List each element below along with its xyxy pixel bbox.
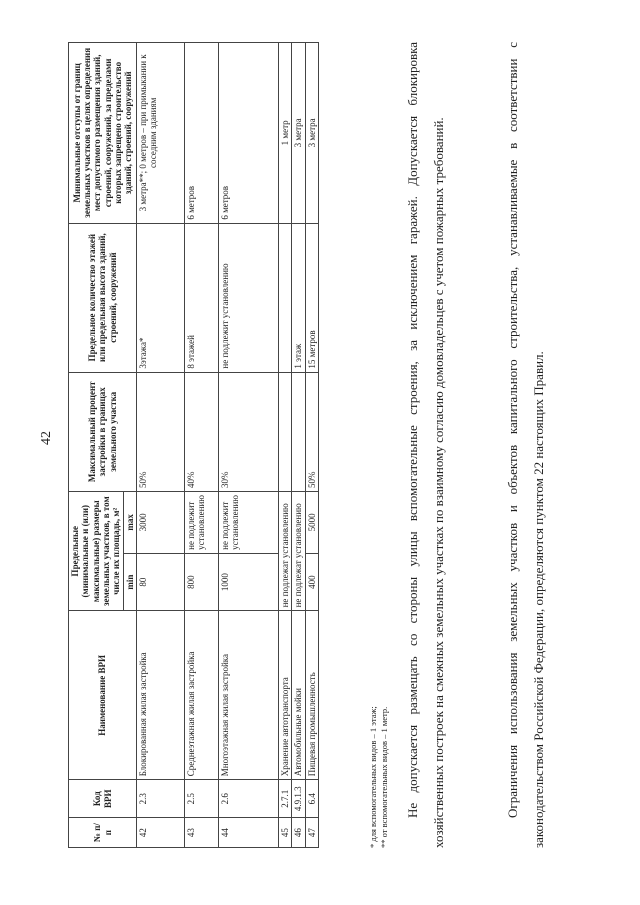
table-header-row (69, 43, 124, 848)
cell-merged: не подлежат установлению (292, 492, 305, 611)
note-2: ** от вспомогательных видов – 1 метр. (378, 706, 389, 848)
cell-code: 2.3 (137, 780, 185, 818)
cell-min: 800 (185, 553, 219, 611)
cell-num: 46 (292, 818, 305, 848)
cell-floors: 1 этаж (292, 223, 305, 372)
cell-percent (279, 372, 292, 491)
cell-floors (279, 223, 292, 372)
cell-floors: 3этажа* (137, 223, 185, 372)
header-min: min (123, 553, 136, 611)
cell-num: 42 (137, 818, 185, 848)
cell-name: Среднеэтажная жилая застройка (185, 611, 219, 780)
cell-max: не подлежит установлению (185, 492, 219, 554)
table-row (292, 43, 305, 848)
rotated-page-content (20, 28, 600, 878)
header-name: Наименование ВРИ (69, 611, 137, 780)
cell-name: Пищевая промышленность (305, 611, 318, 780)
table-row (305, 43, 318, 848)
page-number: 42 (39, 431, 54, 445)
cell-percent: 50% (305, 372, 318, 491)
cell-name: Блокированная жилая застройка (137, 611, 185, 780)
cell-num: 45 (279, 818, 292, 848)
table-notes (368, 42, 389, 848)
cell-percent: 30% (219, 372, 279, 491)
cell-num: 43 (185, 818, 219, 848)
cell-percent (292, 372, 305, 491)
cell-setback: 6 метров (185, 43, 219, 224)
cell-name: Автомобильные мойки (292, 611, 305, 780)
header-max: max (123, 492, 136, 554)
cell-percent: 50% (137, 372, 185, 491)
cell-min: 80 (137, 553, 185, 611)
cell-floors: не подлежит установлению (219, 223, 279, 372)
paragraph-garages: Не допускается размещать со стороны улицы вспомогательные строения, за исключением гаражей. Допускается блокировка хозяйственных построек на смежных земельных участках по взаимному согласию домовладельцев с учетом пожарных требований. (405, 42, 446, 848)
header-percent: Максимальный процент застройки в границах земельного участка (69, 372, 137, 491)
cell-num: 47 (305, 818, 318, 848)
header-setback: Минимальные отступы от границ земельных участков в целях определения мест допустимого размещения зданий, строений, сооружений, за пределами которых запрещено строительство зданий, строений, сооружений (69, 43, 137, 224)
header-num: № п/п (69, 818, 137, 848)
header-area: Предельные (минимальные и (или) максимальные) размеры земельных участков, в том числе их площадь, м² (69, 492, 124, 611)
cell-setback: 3 метра (292, 43, 305, 224)
table-row (279, 43, 292, 848)
cell-setback: 6 метров (219, 43, 279, 224)
header-floors: Предельное количество этажей или предельная высота зданий, строений, сооружений (69, 223, 137, 372)
table-row (185, 43, 219, 848)
cell-merged: не подлежат установлению (279, 492, 292, 611)
cell-min: 400 (305, 553, 318, 611)
cell-setback: 3 метра (305, 43, 318, 224)
cell-code: 2.6 (219, 780, 279, 818)
cell-code: 4.9.1.3 (292, 780, 305, 818)
table-row (137, 43, 185, 848)
cell-min: 1000 (219, 553, 279, 611)
cell-floors: 15 метров (305, 223, 318, 372)
vri-table (68, 42, 319, 848)
header-code: Код ВРИ (69, 780, 137, 818)
cell-floors: 8 этажей (185, 223, 219, 372)
cell-name: Хранение автотранспорта (279, 611, 292, 780)
cell-max: 5000 (305, 492, 318, 554)
cell-code: 6.4 (305, 780, 318, 818)
cell-max: не подлежит установлению (219, 492, 279, 554)
cell-code: 2.5 (185, 780, 219, 818)
cell-setback: 1 метр (279, 43, 292, 224)
cell-max: 3000 (137, 492, 185, 554)
cell-code: 2.7.1 (279, 780, 292, 818)
paragraph-restrictions: Ограничения использования земельных участков и объектов капитального строительства, устанавливаемые в соответствии с законодательством Российской Федерации, определяются пунктом 22 настоящих Правил. (505, 42, 546, 848)
cell-num: 44 (219, 818, 279, 848)
table-row (219, 43, 279, 848)
cell-name: Многоэтажная жилая застройка (219, 611, 279, 780)
note-1: * для вспомогательных видов – 1 этаж; (368, 706, 378, 848)
cell-percent: 40% (185, 372, 219, 491)
cell-setback: 3 метра**; 0 метров – при примыкании к соседним зданиям (137, 43, 185, 224)
